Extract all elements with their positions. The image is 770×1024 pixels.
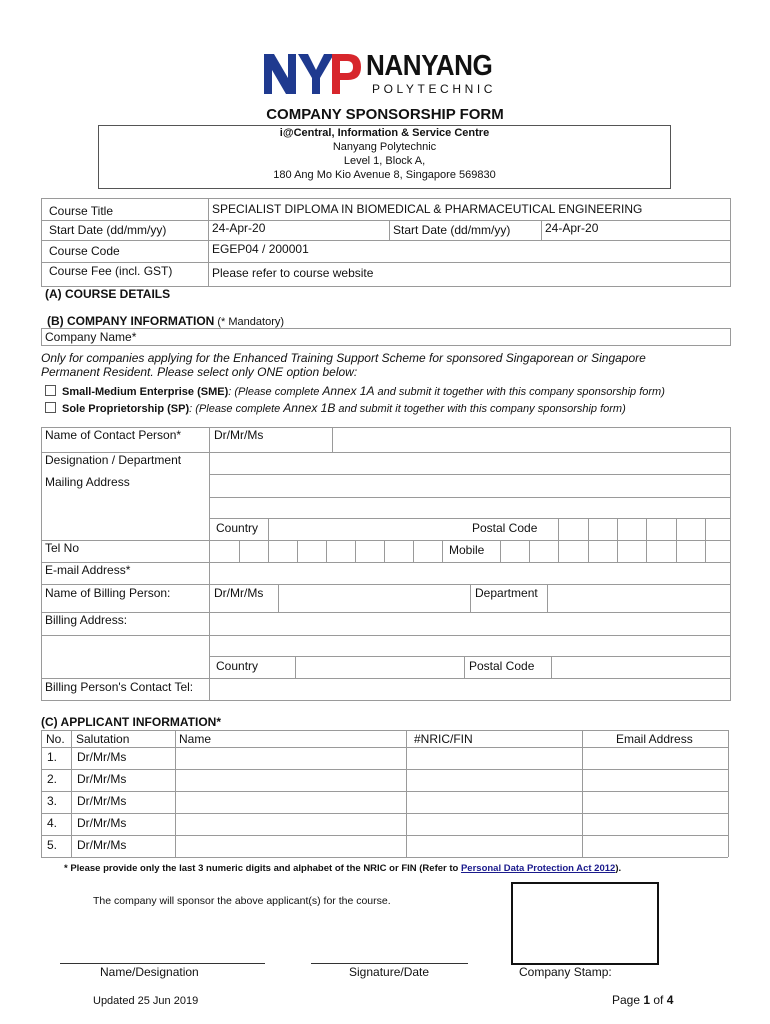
col-header-nric: #NRIC/FIN xyxy=(414,732,473,746)
row-5-no: 5. xyxy=(47,838,58,852)
col-header-name: Name xyxy=(179,732,212,746)
etss-line-1: Only for companies applying for the Enhanced Training Support Scheme for sponsored Singaporean or Singapore xyxy=(41,351,646,365)
section-b-heading xyxy=(47,314,284,328)
mobile-label: Mobile xyxy=(449,543,485,557)
page-number xyxy=(612,993,673,1007)
tel-no-label: Tel No xyxy=(45,541,80,555)
section-b-title: (B) COMPANY INFORMATION xyxy=(47,314,215,328)
billing-salutation[interactable]: Dr/Mr/Ms xyxy=(214,586,264,600)
row-2-no: 2. xyxy=(47,772,58,786)
sme-label: Small-Medium Enterprise (SME) xyxy=(62,386,229,398)
page-current: 1 xyxy=(643,993,651,1007)
section-c-heading: (C) APPLICANT INFORMATION* xyxy=(41,715,221,729)
page-prefix: Page xyxy=(612,993,644,1007)
billing-person-label: Name of Billing Person: xyxy=(45,586,171,600)
contact-person-label: Name of Contact Person* xyxy=(45,428,182,442)
course-code-value[interactable]: EGEP04 / 200001 xyxy=(212,242,309,256)
course-fee-value[interactable]: Please refer to course website xyxy=(212,266,374,280)
signature-date-label: Signature/Date xyxy=(349,965,430,979)
sme-text: : (Please complete xyxy=(228,386,323,398)
course-title-value[interactable]: SPECIALIST DIPLOMA IN BIOMEDICAL & PHARMACEUTICAL ENGINEERING xyxy=(212,202,643,216)
company-stamp-label: Company Stamp: xyxy=(519,965,612,979)
billing-address-label: Billing Address: xyxy=(45,613,128,627)
nric-note-text: * Please provide only the last 3 numeric digits and alphabet of the NRIC or FIN (Refer to xyxy=(64,863,461,874)
etss-line-2: Permanent Resident. Please select only ONE option below: xyxy=(41,365,358,379)
row-3-salutation[interactable]: Dr/Mr/Ms xyxy=(77,794,127,808)
sme-option[interactable] xyxy=(45,384,665,398)
sme-annex: Annex 1A xyxy=(322,384,375,398)
row-4-no: 4. xyxy=(47,816,58,830)
course-title-label: Course Title xyxy=(49,204,114,218)
row-1-no: 1. xyxy=(47,750,58,764)
start-date-label-2: Start Date (dd/mm/yy) xyxy=(393,223,511,237)
row-1-salutation[interactable]: Dr/Mr/Ms xyxy=(77,750,127,764)
sp-annex: Annex 1B xyxy=(283,401,336,415)
col-header-no: No. xyxy=(46,732,65,746)
section-b-mandatory: (* Mandatory) xyxy=(214,316,285,328)
row-2-salutation[interactable]: Dr/Mr/Ms xyxy=(77,772,127,786)
course-code-label: Course Code xyxy=(49,244,120,258)
sp-checkbox[interactable] xyxy=(45,402,56,413)
sp-label: Sole Proprietorship (SP) xyxy=(62,403,190,415)
name-designation-label: Name/Designation xyxy=(100,965,199,979)
billing-postal-label: Postal Code xyxy=(469,659,535,673)
nyp-logo-mark xyxy=(262,50,362,96)
page-title: COMPANY SPONSORSHIP FORM xyxy=(266,106,504,123)
row-3-no: 3. xyxy=(47,794,58,808)
pdpa-link[interactable]: Personal Data Protection Act 2012 xyxy=(460,863,616,874)
col-header-salutation: Salutation xyxy=(76,732,130,746)
billing-tel-label: Billing Person's Contact Tel: xyxy=(45,680,194,694)
page-of: of xyxy=(650,993,667,1007)
mailing-address-label: Mailing Address xyxy=(45,475,130,489)
email-label: E-mail Address* xyxy=(45,563,131,577)
centre-info-box xyxy=(98,125,671,189)
logo-name: NANYANG xyxy=(366,50,493,82)
centre-line-2: Nanyang Polytechnic xyxy=(332,141,437,153)
sme-checkbox[interactable] xyxy=(45,385,56,396)
page-total: 4 xyxy=(666,993,674,1007)
centre-line-4: 180 Ang Mo Kio Avenue 8, Singapore 569830 xyxy=(273,169,496,181)
contact-salutation[interactable]: Dr/Mr/Ms xyxy=(214,428,264,442)
sponsor-statement: The company will sponsor the above applicant(s) for the course. xyxy=(93,895,391,907)
col-header-email: Email Address xyxy=(616,732,693,746)
sp-option[interactable] xyxy=(45,401,626,415)
row-4-salutation[interactable]: Dr/Mr/Ms xyxy=(77,816,127,830)
company-stamp-box[interactable] xyxy=(511,882,659,965)
department-label: Department xyxy=(475,586,538,600)
company-name-label: Company Name* xyxy=(45,330,137,344)
postal-code-label: Postal Code xyxy=(472,521,538,535)
sp-text: : (Please complete xyxy=(189,403,284,415)
logo-sub: POLYTECHNIC xyxy=(372,82,497,96)
date-signature-line xyxy=(311,963,468,964)
nyp-logo xyxy=(262,50,517,98)
updated-date: Updated 25 Jun 2019 xyxy=(93,995,199,1007)
centre-line-3: Level 1, Block A, xyxy=(343,155,426,167)
billing-country-label: Country xyxy=(216,659,259,673)
course-fee-label: Course Fee (incl. GST) xyxy=(49,264,173,278)
designation-label: Designation / Department xyxy=(45,453,182,467)
row-5-salutation[interactable]: Dr/Mr/Ms xyxy=(77,838,127,852)
nric-note xyxy=(64,863,621,874)
start-date-value-2[interactable]: 24-Apr-20 xyxy=(545,221,599,235)
section-a-heading: (A) COURSE DETAILS xyxy=(45,287,171,301)
country-label: Country xyxy=(216,521,259,535)
centre-line-1: i@Central, Information & Service Centre xyxy=(279,127,490,139)
sme-rest: and submit it together with this company sponsorship form) xyxy=(374,386,665,398)
start-date-label: Start Date (dd/mm/yy) xyxy=(49,223,167,237)
sp-rest: and submit it together with this company sponsorship form) xyxy=(335,403,626,415)
start-date-value[interactable]: 24-Apr-20 xyxy=(212,221,266,235)
nric-note-end: ). xyxy=(615,863,622,874)
name-signature-line xyxy=(60,963,265,964)
